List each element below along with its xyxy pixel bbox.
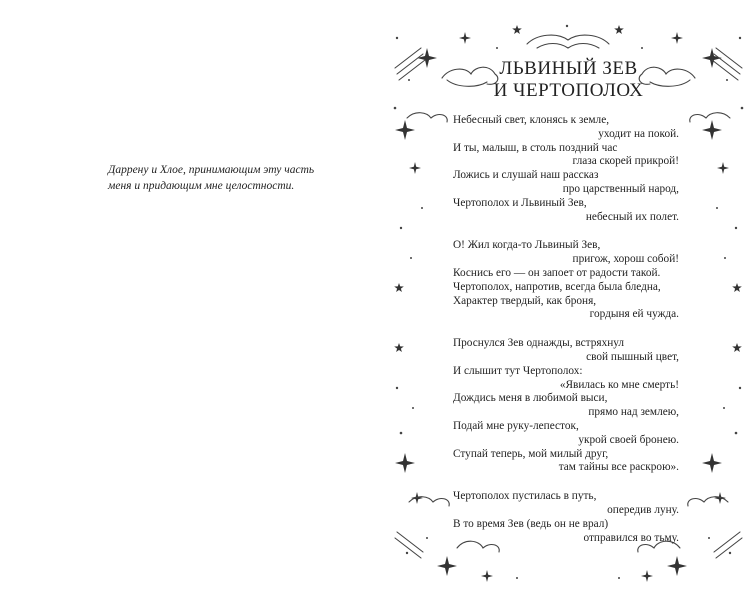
poem-line: пригож, хорош собой! [572,253,679,266]
poem-line: отправился во тьму. [583,531,679,544]
poem-line: Коснись его — он запоет от радости такой. [453,266,661,279]
moon-icon [730,298,748,334]
star-icon [481,570,493,582]
right-page [387,18,750,588]
poem-line: Чертополох пустилась в путь, [453,490,597,503]
star-icon [411,492,423,504]
poem-line: Характер твердый, как броня, [453,294,597,307]
star-icon [437,556,457,576]
stanza-gap [453,475,679,490]
star-icon [641,570,653,582]
poem-line: Дождись меня в любимой выси, [453,392,608,405]
dedication-line: Даррену и Хлое, принимающим эту часть [108,164,315,176]
shooting-star-icon [395,532,423,558]
poem-line: Чертополох и Львиный Зев, [453,196,587,209]
poem-line: свой пышный цвет, [586,350,679,363]
sparkle-icon [732,283,742,292]
dedication-line: меня и придающим мне целостности. [108,180,295,192]
poem-line: гордыня ей чужда. [589,308,679,321]
poem-line: И слышит тут Чертополох: [453,364,583,377]
poem-line: О! Жил когда-то Львиный Зев, [453,239,601,252]
star-icon [702,120,722,140]
poem-line: опередив луну. [607,503,679,516]
sparkle-icon [512,25,522,34]
poem-line: Ложись и слушай наш рассказ [453,169,599,182]
sparkle-icon [394,343,404,352]
poem-line: прямо над землею, [588,406,679,419]
poem-line: там тайны все раскрою». [558,461,679,474]
star-icon [395,453,415,473]
cloud-icon [407,113,447,122]
star-icon [667,556,687,576]
star-icon [717,162,729,174]
dedication [108,162,348,194]
stanza-gap [453,322,679,337]
sparkle-icon [732,343,742,352]
star-icon [702,453,722,473]
poem-line: уходит на покой. [598,127,679,140]
poem-line: «Явилась ко мне смерть! [559,378,679,391]
poem-title-line: ЛЬВИНЫЙ ЗЕВ [499,58,638,79]
sparkle-icon [394,283,404,292]
star-icon [459,32,471,44]
star-icon [395,120,415,140]
shooting-star-icon [714,532,742,558]
cloud-icon [688,497,728,506]
poem-line: про царственный народ, [562,182,679,195]
star-icon [409,162,421,174]
poem-line: Ступай теперь, мой милый друг, [453,447,609,460]
poem-line: глаза скорей прикрой! [572,155,679,168]
poem-line: укрой своей бронею. [578,433,679,446]
cloud-icon [690,113,730,122]
poem-line: небесный их полет. [585,210,679,223]
star-icon [671,32,683,44]
poem-line: Проснулся Зев однажды, встряхнул [453,337,625,350]
poem-title-line: И ЧЕРТОПОЛОХ [493,80,644,101]
cloud-icon [409,497,449,506]
moon-icon [389,298,407,334]
poem-line: И ты, малыш, в столь поздний час [453,141,618,154]
poem-body [453,114,679,545]
poem-line: Подай мне руку-лепесток, [453,419,579,432]
poem-line: Чертополох, напротив, всегда была бледна, [453,280,661,293]
star-icon [714,492,726,504]
sparkle-icon [614,25,624,34]
poem-line: В то время Зев (ведь он не врал) [453,517,609,530]
poem-line: Небесный свет, клонясь к земле, [453,114,610,126]
stanza-gap [453,224,679,239]
